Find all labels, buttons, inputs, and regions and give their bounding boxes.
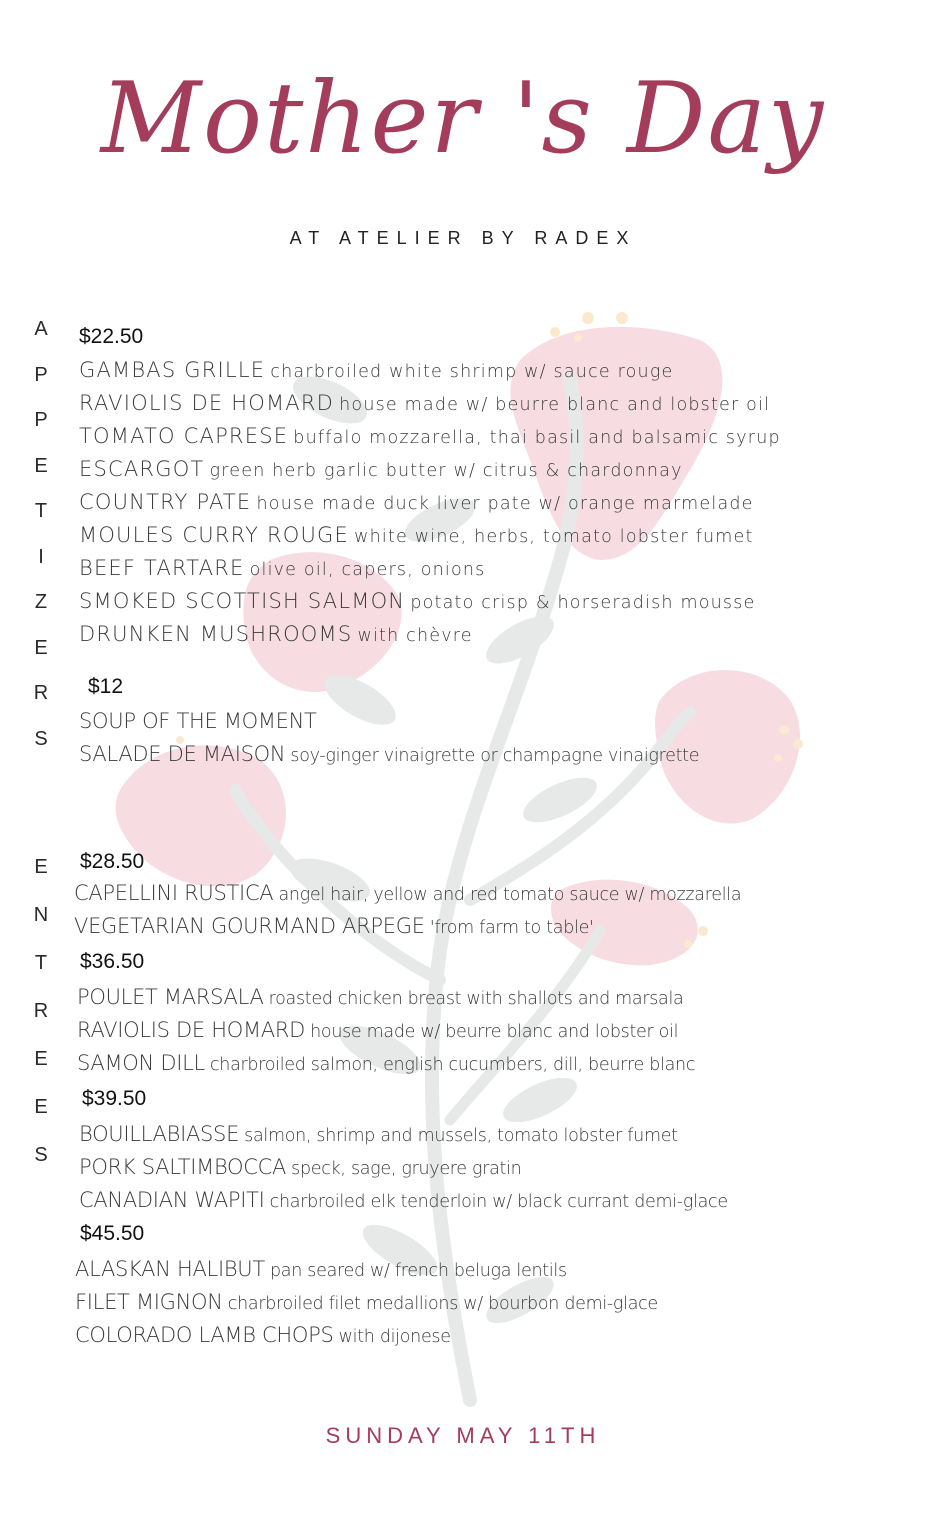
dot [616, 312, 628, 324]
dot [774, 754, 782, 762]
menu-item-name: FILET MIGNON [75, 1290, 223, 1314]
event-date: SUNDAY MAY 11TH [325, 1423, 601, 1448]
menu-item-description: speck, sage, gruyere gratin [291, 1159, 522, 1179]
menu-item [79, 1122, 678, 1146]
menu-item-name: BOUILLABIASSE [79, 1122, 240, 1146]
entree-price: $36.50 [80, 950, 145, 973]
dot [793, 739, 803, 749]
label-letter: R [33, 682, 49, 704]
dot [574, 334, 582, 342]
menu-item-name: MOULES CURRY ROUGE [79, 523, 350, 547]
menu-item-name: RAVIOLIS DE HOMARD [79, 391, 335, 415]
menu-item-name: SOUP OF THE MOMENT [79, 709, 317, 733]
menu-item-name: DRUNKEN MUSHROOMS [79, 622, 353, 646]
menu-item [79, 391, 770, 415]
label-letter: T [34, 952, 48, 974]
menu-item-name: SMOKED SCOTTISH SALMON [79, 589, 406, 613]
appetizers-vertical-label [28, 318, 54, 773]
menu-item-description: salmon, shrimp and mussels, tomato lobster fumet [244, 1126, 678, 1146]
menu-item-name: RAVIOLIS DE HOMARD [77, 1018, 306, 1042]
menu-item-description: green herb garlic butter w/ citrus & chardonnay [209, 461, 683, 481]
menu-item-name: COUNTRY PATE [79, 490, 252, 514]
menu-item-description: charbroiled salmon, english cucumbers, dill, beurre blanc [209, 1055, 696, 1075]
menu-item-description: house made w/ beurre blanc and lobster oil [339, 395, 771, 415]
menu-item-name: CANADIAN WAPITI [79, 1188, 265, 1212]
menu-item-description: with dijonese [338, 1327, 451, 1347]
menu-item [77, 1018, 678, 1042]
page-subtitle: AT ATELIER BY RADEX [289, 228, 637, 248]
menu-item [77, 985, 683, 1009]
menu-item-description: house made duck liver pate w/ orange marmelade [256, 494, 754, 514]
menu-item-name: ALASKAN HALIBUT [75, 1257, 265, 1281]
menu-item-description: soy-ginger vinaigrette or champagne vinaigrette [290, 746, 700, 766]
menu-item-name: BEEF TARTARE [79, 556, 245, 580]
menu-item-description: with chèvre [357, 626, 473, 646]
menu-item [79, 1155, 521, 1179]
appetizers-price-1: $22.50 [79, 325, 144, 348]
menu-item-description: potato crisp & horseradish mousse [410, 593, 756, 613]
menu-item-name: CAPELLINI RUSTICA [74, 881, 274, 905]
menu-item-description: buffalo mozzarella, thai basil and balsamic syrup [293, 428, 781, 448]
menu-item-name: SAMON DILL [77, 1051, 205, 1075]
menu-item [75, 1323, 451, 1347]
label-letter: N [33, 904, 49, 926]
menu-item-description: house made w/ beurre blanc and lobster oil [310, 1022, 679, 1042]
menu-item [79, 523, 754, 547]
dot [684, 940, 692, 948]
page-title: Mother 's Day [100, 62, 826, 176]
dot [550, 327, 560, 337]
menu-item-name: TOMATO CAPRESE [79, 424, 289, 448]
label-letter: E [34, 636, 48, 659]
menu-item [79, 742, 699, 766]
menu-item-name: SALADE DE MAISON [79, 742, 286, 766]
menu-item [75, 1290, 658, 1314]
menu-item-name: COLORADO LAMB CHOPS [75, 1323, 334, 1347]
menu-item [74, 881, 741, 905]
menu-item [79, 358, 674, 382]
menu-item [79, 622, 473, 646]
label-letter: E [34, 1048, 48, 1070]
menu-item [79, 490, 754, 514]
entrees-vertical-label [28, 856, 54, 1192]
menu-item-description: roasted chicken breast with shallots and marsala [268, 989, 684, 1009]
label-letter: A [34, 318, 48, 340]
menu-item-description: pan seared w/ french beluga lentils [270, 1261, 567, 1281]
label-letter: E [34, 856, 48, 878]
entree-price: $28.50 [80, 850, 145, 873]
entree-price: $45.50 [80, 1222, 145, 1245]
menu-item [79, 424, 781, 448]
menu-item-name: VEGETARIAN GOURMAND ARPEGE [74, 914, 425, 938]
dot [582, 312, 594, 324]
menu-item-description: angel hair, yellow and red tomato sauce w/ mozzarella [278, 885, 742, 905]
label-letter: P [34, 363, 48, 386]
label-letter: T [34, 500, 48, 522]
label-letter: S [34, 727, 48, 750]
menu-item [74, 914, 594, 938]
menu-item [79, 589, 756, 613]
appetizers-price-2: $12 [88, 675, 124, 698]
menu-item-name: GAMBAS GRILLE [79, 358, 266, 382]
menu-item-description: charbroiled elk tenderloin w/ black currant demi-glace [269, 1192, 728, 1212]
label-letter: E [34, 1096, 48, 1118]
label-letter: S [34, 1144, 48, 1166]
menu-item [79, 457, 683, 481]
label-letter: R [33, 1000, 49, 1022]
dot [698, 926, 708, 936]
menu-item [79, 1188, 728, 1212]
label-letter: Z [34, 591, 48, 613]
entree-price: $39.50 [82, 1087, 147, 1110]
menu-item-name: PORK SALTIMBOCCA [79, 1155, 287, 1179]
label-letter: I [38, 545, 44, 568]
menu-item-name: POULET MARSALA [77, 985, 264, 1009]
menu-item [79, 556, 486, 580]
menu-item-description: 'from farm to table' [429, 918, 594, 938]
menu-item-name: ESCARGOT [79, 457, 205, 481]
menu-item [77, 1051, 695, 1075]
menu-item [79, 709, 317, 733]
dot [779, 725, 789, 735]
menu-item-description: olive oil, capers, onions [249, 560, 486, 580]
label-letter: E [34, 454, 48, 477]
menu-item-description: charbroiled filet medallions w/ bourbon demi-glace [227, 1294, 658, 1314]
menu-item [75, 1257, 567, 1281]
label-letter: P [34, 409, 48, 431]
menu-item-description: white wine, herbs, tomato lobster fumet [354, 527, 754, 547]
menu-item-description: charbroiled white shrimp w/ sauce rouge [270, 362, 674, 382]
